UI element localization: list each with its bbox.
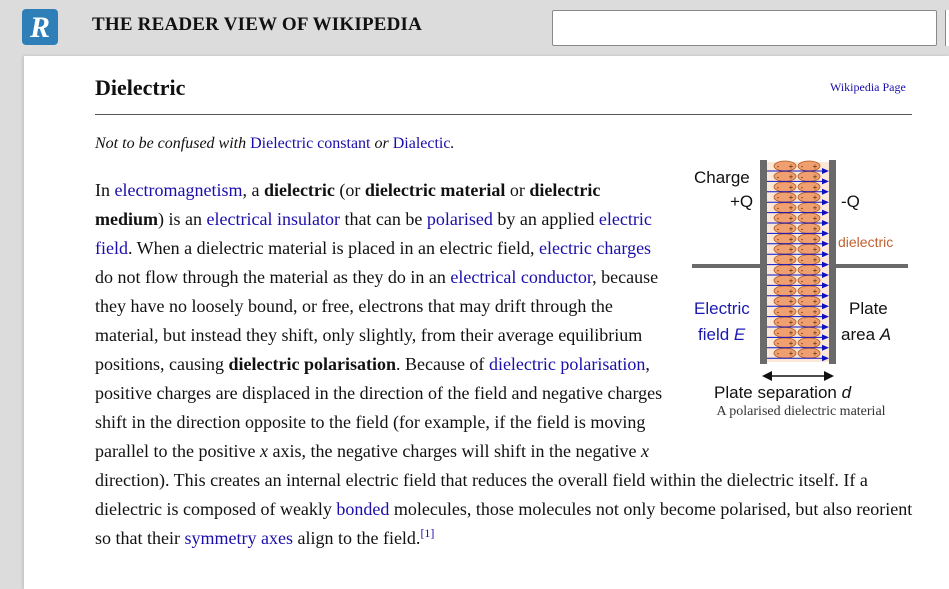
svg-text:-: - (800, 297, 804, 307)
italic-x: x (641, 441, 650, 461)
link-electromagnetism[interactable]: electromagnetism (114, 180, 243, 200)
svg-text:+: + (788, 318, 794, 327)
svg-text:+: + (812, 286, 818, 296)
svg-text:-: - (800, 214, 804, 223)
link-electric-field[interactable]: electric field (95, 209, 652, 258)
wikipedia-page-link[interactable]: Wikipedia Page (830, 80, 906, 94)
svg-text:+: + (788, 245, 794, 255)
dipole (798, 182, 820, 192)
link-dialectic[interactable]: Dialectic (392, 135, 451, 152)
svg-text:-: - (800, 162, 804, 171)
page-title: Dielectric (95, 75, 186, 100)
svg-text:+: + (812, 328, 818, 338)
dipole (798, 296, 820, 306)
dipole (798, 234, 820, 244)
hatnote-mid: or (370, 135, 393, 152)
svg-text:-: - (800, 349, 804, 359)
svg-text:+: + (788, 338, 794, 348)
dielectric-diagram (686, 156, 916, 401)
link-bonded[interactable]: bonded (336, 499, 390, 519)
dipole (798, 317, 820, 327)
dipole (774, 275, 796, 285)
svg-text:-: - (776, 182, 780, 192)
dipole (774, 348, 796, 358)
text: molecules, those molecules not only become polarised, but also reorient so that their (95, 499, 913, 548)
svg-text:-: - (800, 182, 804, 192)
label-plus-q: +Q (730, 192, 754, 211)
svg-text:+: + (788, 224, 794, 234)
dipole (798, 203, 820, 213)
dipole (798, 327, 820, 337)
svg-text:-: - (800, 266, 804, 275)
text: , because they have no loosely bound, or free, electrons that may drift through the material, but instead they shift, only slightly, from their average equilibrium positions, causing (95, 267, 659, 374)
text: do not flow through the material as they do in an (95, 267, 451, 287)
svg-text:+: + (788, 286, 794, 296)
text: by an applied (492, 209, 599, 229)
link-electric-charges[interactable]: electric charges (538, 238, 652, 258)
svg-text:+: + (788, 255, 794, 265)
dielectric-figure (686, 156, 916, 426)
dipole (774, 338, 796, 348)
bold-term: dielectric (263, 180, 335, 200)
dipole (798, 338, 820, 348)
bold-term: dielectric polarisation (228, 354, 396, 374)
svg-text:+: + (812, 162, 818, 171)
dipole (774, 234, 796, 244)
text: . Because of (395, 354, 489, 374)
search-button-edge[interactable] (945, 10, 949, 46)
dipole (798, 161, 820, 171)
dipole (774, 307, 796, 317)
dipole (798, 244, 820, 254)
figure-caption: A polarised dielectric material (716, 404, 886, 419)
svg-text:-: - (776, 224, 780, 234)
svg-text:+: + (788, 182, 794, 192)
article-page (24, 56, 949, 589)
text: axis, the negative charges will shift in the negative (267, 441, 642, 461)
svg-text:-: - (776, 297, 780, 307)
svg-text:+: + (812, 266, 818, 275)
hatnote (95, 135, 454, 153)
app-title: THE READER VIEW OF WIKIPEDIA (92, 14, 423, 35)
dipole (798, 192, 820, 202)
svg-text:-: - (800, 328, 804, 338)
text: that can be (339, 209, 427, 229)
svg-text:+: + (812, 203, 818, 213)
label-dielectric: dielectric (838, 234, 894, 250)
link-electrical-insulator[interactable]: electrical insulator (206, 209, 340, 229)
dipole (798, 265, 820, 275)
svg-text:-: - (800, 276, 804, 286)
svg-text:-: - (776, 276, 780, 286)
text: . When a dielectric material is placed in an electric field, (128, 238, 539, 258)
link-symmetry-axes[interactable]: symmetry axes (184, 528, 293, 548)
dipole (774, 182, 796, 192)
dipole (774, 296, 796, 306)
dipole (774, 192, 796, 202)
dipole (798, 275, 820, 285)
svg-text:-: - (800, 224, 804, 234)
svg-text:-: - (800, 203, 804, 213)
svg-text:-: - (776, 286, 780, 296)
svg-text:+: + (788, 162, 794, 171)
svg-text:+: + (812, 318, 818, 327)
separation-arrow-left-icon (762, 371, 772, 381)
svg-text:+: + (788, 307, 794, 317)
search-input[interactable] (552, 10, 937, 46)
text: or (505, 180, 530, 200)
svg-text:-: - (800, 255, 804, 265)
svg-text:+: + (812, 245, 818, 255)
svg-text:+: + (812, 338, 818, 348)
svg-text:+: + (788, 172, 794, 182)
svg-text:+: + (788, 297, 794, 307)
label-electric: Electric (694, 299, 750, 318)
svg-text:-: - (776, 245, 780, 255)
dipole (798, 171, 820, 181)
svg-text:+: + (788, 214, 794, 223)
dipole (798, 255, 820, 265)
svg-text:-: - (776, 203, 780, 213)
label-plate: Plate (849, 299, 888, 318)
svg-text:-: - (800, 234, 804, 244)
text: , positive charges are displaced in the direction of the field and negative charges shift in the direction opposite to the field (for example, if the field is moving parallel to the positive (95, 354, 663, 461)
svg-text:-: - (800, 307, 804, 317)
separation-arrow-right-icon (824, 371, 834, 381)
svg-text:+: + (788, 276, 794, 286)
svg-text:+: + (788, 234, 794, 244)
svg-text:+: + (812, 193, 818, 203)
svg-text:-: - (776, 255, 780, 265)
dipole (798, 348, 820, 358)
italic-x: x (259, 441, 268, 461)
positive-plate (760, 160, 767, 364)
svg-text:-: - (800, 245, 804, 255)
link-polarised[interactable]: polarised (426, 209, 493, 229)
text: direction). This creates an internal electric field that reduces the overall field within the dielectric itself. If a dielectric is composed of weakly (95, 470, 868, 519)
hatnote-suffix: . (450, 135, 455, 152)
reference-link[interactable]: [1] (420, 526, 435, 540)
label-area-a: area A (841, 325, 892, 344)
svg-text:-: - (776, 162, 780, 171)
svg-text:+: + (788, 349, 794, 359)
logo-letter: R (29, 10, 50, 44)
label-separation: Plate separation d (714, 383, 852, 401)
svg-text:+: + (788, 203, 794, 213)
svg-text:+: + (812, 349, 818, 359)
dipole (798, 223, 820, 233)
link-electrical-conductor[interactable]: electrical conductor (450, 267, 593, 287)
svg-text:-: - (800, 172, 804, 182)
svg-text:-: - (776, 328, 780, 338)
svg-text:+: + (812, 297, 818, 307)
svg-text:+: + (788, 328, 794, 338)
svg-text:-: - (800, 338, 804, 348)
svg-text:+: + (812, 234, 818, 244)
svg-text:+: + (812, 224, 818, 234)
dipole (798, 213, 820, 223)
dipole (774, 223, 796, 233)
dipole (774, 265, 796, 275)
bold-term: dielectric medium (95, 180, 601, 229)
dipole (774, 286, 796, 296)
text: ) is an (158, 209, 207, 229)
svg-text:-: - (800, 318, 804, 327)
bold-term: dielectric material (364, 180, 506, 200)
dipole (774, 244, 796, 254)
text: align to the field. (292, 528, 421, 548)
svg-text:+: + (812, 276, 818, 286)
label-minus-q: -Q (841, 192, 860, 211)
svg-text:+: + (812, 255, 818, 265)
dipole (774, 171, 796, 181)
svg-text:-: - (800, 286, 804, 296)
svg-text:-: - (776, 318, 780, 327)
text: , a (242, 180, 264, 200)
link-dielectric-constant[interactable]: Dielectric constant (250, 135, 371, 152)
text: (or (334, 180, 365, 200)
label-field-e: field E (698, 325, 746, 344)
svg-text:-: - (800, 193, 804, 203)
svg-text:-: - (776, 307, 780, 317)
dipole (774, 317, 796, 327)
reader-logo-icon[interactable] (22, 9, 58, 45)
hatnote-prefix: Not to be confused with (95, 135, 251, 152)
svg-text:+: + (812, 214, 818, 223)
svg-text:-: - (776, 193, 780, 203)
svg-text:-: - (776, 172, 780, 182)
svg-text:-: - (776, 338, 780, 348)
svg-text:-: - (776, 266, 780, 275)
dipole (774, 255, 796, 265)
dipole (798, 307, 820, 317)
title-divider (95, 114, 912, 115)
negative-plate (829, 160, 836, 364)
dipole (774, 161, 796, 171)
svg-text:-: - (776, 214, 780, 223)
svg-text:+: + (788, 193, 794, 203)
dipole (774, 213, 796, 223)
top-bar (0, 0, 949, 56)
svg-text:+: + (812, 307, 818, 317)
dipole (774, 203, 796, 213)
svg-text:-: - (776, 234, 780, 244)
text: In (95, 180, 115, 200)
dipole (774, 327, 796, 337)
svg-text:+: + (812, 172, 818, 182)
label-charge: Charge (694, 168, 750, 187)
svg-text:+: + (812, 182, 818, 192)
dipole (798, 286, 820, 296)
svg-text:-: - (776, 349, 780, 359)
svg-text:+: + (788, 266, 794, 275)
link-dielectric-polarisation[interactable]: dielectric polarisation (488, 354, 646, 374)
